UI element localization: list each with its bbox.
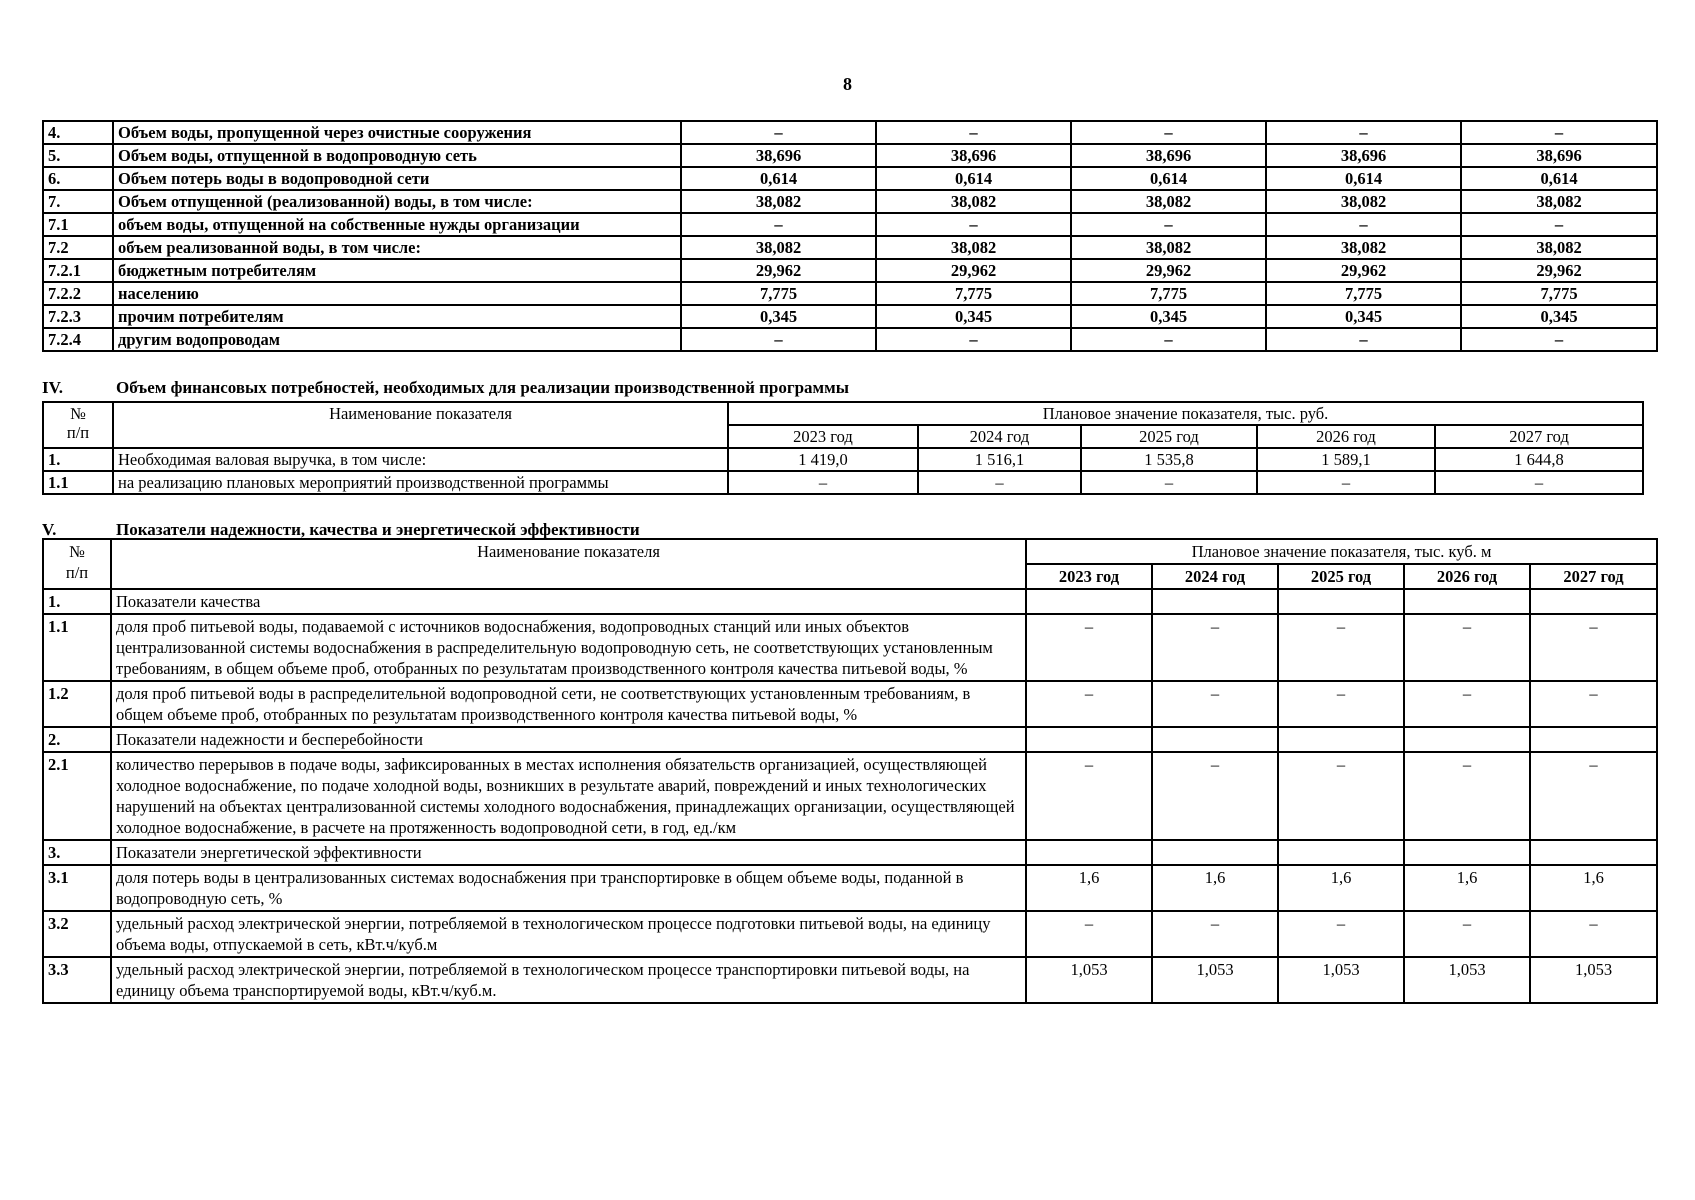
value-cell: – xyxy=(876,328,1071,351)
year-header: 2024 год xyxy=(1152,564,1278,589)
section-iv-title: Объем финансовых потребностей, необходимых для реализации производственной программы xyxy=(116,378,849,397)
year-header: 2025 год xyxy=(1278,564,1404,589)
row-number: 3. xyxy=(43,840,111,865)
table-row xyxy=(43,727,1657,752)
value-cell xyxy=(1404,727,1530,752)
table-row xyxy=(43,589,1657,614)
indicator-name: Показатели надежности и бесперебойности xyxy=(111,727,1026,752)
value-cell: – xyxy=(1530,752,1657,840)
value-cell: 29,962 xyxy=(681,259,876,282)
value-cell: – xyxy=(1257,471,1435,494)
value-cell xyxy=(1152,589,1278,614)
value-cell: – xyxy=(1461,121,1657,144)
value-cell xyxy=(1278,589,1404,614)
row-number: 2.1 xyxy=(43,752,111,840)
indicator-name: другим водопроводам xyxy=(113,328,681,351)
table-row xyxy=(43,911,1657,957)
row-number: 6. xyxy=(43,167,113,190)
section-v-number: V. xyxy=(42,520,57,539)
value-cell: 38,082 xyxy=(876,190,1071,213)
value-cell: – xyxy=(1266,328,1461,351)
indicator-name: доля проб питьевой воды, подаваемой с источников водоснабжения, водопроводных станций или иных объектов централизованной системы водоснабжения в распределительную водопроводную сеть, не соответствующих установленным требованиям, в общем объеме проб, отобранных по результатам производственного контроля качества питьевой воды, % xyxy=(111,614,1026,681)
table-row xyxy=(43,282,1657,305)
indicator-name: доля проб питьевой воды в распределительной водопроводной сети, не соответствующих установленным требованиям, в общем объеме проб, отобранных по результатам производственного контроля качества питьевой воды, % xyxy=(111,681,1026,727)
value-cell: – xyxy=(1530,614,1657,681)
table-row xyxy=(43,865,1657,911)
value-cell: 38,696 xyxy=(681,144,876,167)
row-number: 3.3 xyxy=(43,957,111,1003)
value-cell: – xyxy=(1530,681,1657,727)
value-cell: 1,6 xyxy=(1152,865,1278,911)
value-cell: 38,696 xyxy=(1461,144,1657,167)
value-cell: 1,053 xyxy=(1530,957,1657,1003)
row-number: 7.2 xyxy=(43,236,113,259)
value-cell xyxy=(1530,727,1657,752)
table-row xyxy=(43,957,1657,1003)
value-cell: 1,053 xyxy=(1278,957,1404,1003)
table-row xyxy=(43,259,1657,282)
row-number: 5. xyxy=(43,144,113,167)
value-cell: – xyxy=(1026,681,1152,727)
value-cell xyxy=(1530,589,1657,614)
value-cell: 1,6 xyxy=(1404,865,1530,911)
indicator-name: Необходимая валовая выручка, в том числе: xyxy=(113,448,728,471)
indicator-name: Объем отпущенной (реализованной) воды, в том числе: xyxy=(113,190,681,213)
value-cell: 0,614 xyxy=(1461,167,1657,190)
table-row xyxy=(43,305,1657,328)
value-cell: – xyxy=(1266,213,1461,236)
indicator-name: удельный расход электрической энергии, потребляемой в технологическом процессе подготовки питьевой воды, на единицу объема воды, отпускаемой в сеть, кВт.ч/куб.м xyxy=(111,911,1026,957)
section-iv-number: IV. xyxy=(42,378,63,397)
year-header: 2027 год xyxy=(1435,425,1643,448)
value-cell: – xyxy=(1404,614,1530,681)
value-cell: 0,345 xyxy=(876,305,1071,328)
value-cell: – xyxy=(1266,121,1461,144)
value-cell: – xyxy=(1152,752,1278,840)
value-cell: 38,082 xyxy=(1071,190,1266,213)
value-cell xyxy=(1152,727,1278,752)
indicator-name: доля потерь воды в централизованных системах водоснабжения при транспортировке в общем объеме воды, поданной в водопроводную сеть, % xyxy=(111,865,1026,911)
value-cell: – xyxy=(1026,911,1152,957)
indicator-name: бюджетным потребителям xyxy=(113,259,681,282)
indicator-name: Показатели качества xyxy=(111,589,1026,614)
value-cell: – xyxy=(1404,681,1530,727)
row-number: 3.2 xyxy=(43,911,111,957)
value-cell: – xyxy=(1461,213,1657,236)
row-number: 3.1 xyxy=(43,865,111,911)
table-row xyxy=(43,471,1643,494)
col-plan-header: Плановое значение показателя, тыс. руб. xyxy=(728,402,1643,425)
table-row xyxy=(43,840,1657,865)
year-header: 2023 год xyxy=(728,425,918,448)
year-header: 2023 год xyxy=(1026,564,1152,589)
table-row xyxy=(43,213,1657,236)
value-cell: – xyxy=(1026,752,1152,840)
indicator-name: населению xyxy=(113,282,681,305)
year-header: 2026 год xyxy=(1404,564,1530,589)
value-cell: 7,775 xyxy=(876,282,1071,305)
indicator-name: прочим потребителям xyxy=(113,305,681,328)
value-cell: 29,962 xyxy=(876,259,1071,282)
value-cell: 29,962 xyxy=(1461,259,1657,282)
row-number: 7.2.4 xyxy=(43,328,113,351)
row-number: 7.2.2 xyxy=(43,282,113,305)
row-number: 7.2.1 xyxy=(43,259,113,282)
value-cell: – xyxy=(876,121,1071,144)
quality-indicators-table xyxy=(42,538,1658,1004)
value-cell: – xyxy=(1081,471,1257,494)
value-cell: 38,696 xyxy=(876,144,1071,167)
value-cell: 38,082 xyxy=(681,190,876,213)
table-row xyxy=(43,167,1657,190)
value-cell xyxy=(1404,840,1530,865)
value-cell: – xyxy=(1278,614,1404,681)
table-row xyxy=(43,614,1657,681)
value-cell xyxy=(1530,840,1657,865)
value-cell xyxy=(1278,840,1404,865)
value-cell: – xyxy=(1071,121,1266,144)
indicator-name: объем воды, отпущенной на собственные нужды организации xyxy=(113,213,681,236)
table-row xyxy=(43,121,1657,144)
col-number-header: № п/п xyxy=(43,402,113,448)
value-cell: 0,614 xyxy=(681,167,876,190)
year-header: 2026 год xyxy=(1257,425,1435,448)
value-cell: 1 535,8 xyxy=(1081,448,1257,471)
value-cell: 7,775 xyxy=(1266,282,1461,305)
value-cell: 1 644,8 xyxy=(1435,448,1643,471)
value-cell: 38,082 xyxy=(681,236,876,259)
value-cell: 1,053 xyxy=(1404,957,1530,1003)
row-number: 4. xyxy=(43,121,113,144)
value-cell: 0,614 xyxy=(1071,167,1266,190)
value-cell: 0,345 xyxy=(1071,305,1266,328)
value-cell: – xyxy=(1404,911,1530,957)
value-cell: – xyxy=(1071,328,1266,351)
table-row xyxy=(43,144,1657,167)
section-iv-heading xyxy=(42,378,849,398)
value-cell: – xyxy=(1071,213,1266,236)
value-cell: 38,082 xyxy=(1461,236,1657,259)
table-row xyxy=(43,681,1657,727)
value-cell xyxy=(1026,727,1152,752)
value-cell: 1,6 xyxy=(1026,865,1152,911)
value-cell: 29,962 xyxy=(1071,259,1266,282)
value-cell: 7,775 xyxy=(1071,282,1266,305)
table-row xyxy=(43,190,1657,213)
row-number: 7. xyxy=(43,190,113,213)
row-number: 7.2.3 xyxy=(43,305,113,328)
value-cell: – xyxy=(1404,752,1530,840)
value-cell: – xyxy=(681,213,876,236)
year-header: 2025 год xyxy=(1081,425,1257,448)
value-cell: – xyxy=(681,328,876,351)
value-cell: – xyxy=(1152,614,1278,681)
value-cell: 38,082 xyxy=(876,236,1071,259)
value-cell: – xyxy=(1152,911,1278,957)
table-row xyxy=(43,236,1657,259)
row-number: 1.1 xyxy=(43,614,111,681)
row-number: 7.1 xyxy=(43,213,113,236)
value-cell: 1 516,1 xyxy=(918,448,1081,471)
col-name-header: Наименование показателя xyxy=(113,402,728,448)
row-number: 2. xyxy=(43,727,111,752)
value-cell: – xyxy=(728,471,918,494)
indicator-name: объем реализованной воды, в том числе: xyxy=(113,236,681,259)
value-cell: 29,962 xyxy=(1266,259,1461,282)
value-cell: 38,082 xyxy=(1266,236,1461,259)
value-cell: 1,053 xyxy=(1026,957,1152,1003)
value-cell: 0,345 xyxy=(1461,305,1657,328)
value-cell: 1 419,0 xyxy=(728,448,918,471)
value-cell: 0,345 xyxy=(1266,305,1461,328)
row-number: 1.2 xyxy=(43,681,111,727)
value-cell: 38,082 xyxy=(1266,190,1461,213)
year-header: 2027 год xyxy=(1530,564,1657,589)
indicator-name: количество перерывов в подаче воды, зафиксированных в местах исполнения обязательств организацией, осуществляющей холодное водоснабжение, по подаче холодной воды, возникших в результате аварий, повреждений и иных технологических нарушений на объектах централизованной системы холодного водоснабжения, принадлежащих организации, осуществляющей холодное водоснабжение, в расчете на протяженность водопроводной сети, в год, ед./км xyxy=(111,752,1026,840)
value-cell: – xyxy=(1278,911,1404,957)
indicator-name: Объем потерь воды в водопроводной сети xyxy=(113,167,681,190)
indicator-name: Объем воды, пропущенной через очистные сооружения xyxy=(113,121,681,144)
row-number: 1. xyxy=(43,589,111,614)
value-cell xyxy=(1026,840,1152,865)
value-cell: – xyxy=(681,121,876,144)
value-cell: 7,775 xyxy=(681,282,876,305)
value-cell: – xyxy=(1278,681,1404,727)
value-cell: 1,6 xyxy=(1278,865,1404,911)
section-v-title: Показатели надежности, качества и энергетической эффективности xyxy=(116,520,640,539)
indicator-name: на реализацию плановых мероприятий производственной программы xyxy=(113,471,728,494)
col-number-header: № п/п xyxy=(43,539,111,589)
value-cell: 1,6 xyxy=(1530,865,1657,911)
indicator-name: удельный расход электрической энергии, потребляемой в технологическом процессе транспортировки питьевой воды, на единицу объема транспортируемой воды, кВт.ч/куб.м. xyxy=(111,957,1026,1003)
value-cell: – xyxy=(1530,911,1657,957)
value-cell: 0,614 xyxy=(1266,167,1461,190)
indicator-name: Объем воды, отпущенной в водопроводную сеть xyxy=(113,144,681,167)
financial-needs-table xyxy=(42,401,1644,495)
value-cell: – xyxy=(876,213,1071,236)
value-cell: – xyxy=(1278,752,1404,840)
value-cell: 38,696 xyxy=(1266,144,1461,167)
value-cell: – xyxy=(1026,614,1152,681)
water-volume-table xyxy=(42,120,1658,352)
row-number: 1. xyxy=(43,448,113,471)
value-cell xyxy=(1026,589,1152,614)
table-row xyxy=(43,752,1657,840)
value-cell: 38,696 xyxy=(1071,144,1266,167)
value-cell: 0,614 xyxy=(876,167,1071,190)
section-v-heading xyxy=(42,520,640,540)
col-plan-header: Плановое значение показателя, тыс. куб. м xyxy=(1026,539,1657,564)
value-cell: 0,345 xyxy=(681,305,876,328)
value-cell: 38,082 xyxy=(1071,236,1266,259)
table-row xyxy=(43,328,1657,351)
value-cell: – xyxy=(918,471,1081,494)
value-cell: 1,053 xyxy=(1152,957,1278,1003)
value-cell xyxy=(1404,589,1530,614)
value-cell xyxy=(1278,727,1404,752)
indicator-name: Показатели энергетической эффективности xyxy=(111,840,1026,865)
value-cell: 1 589,1 xyxy=(1257,448,1435,471)
value-cell xyxy=(1152,840,1278,865)
value-cell: – xyxy=(1152,681,1278,727)
value-cell: – xyxy=(1435,471,1643,494)
table-row xyxy=(43,448,1643,471)
year-header: 2024 год xyxy=(918,425,1081,448)
value-cell: 38,082 xyxy=(1461,190,1657,213)
value-cell: – xyxy=(1461,328,1657,351)
col-name-header: Наименование показателя xyxy=(111,539,1026,589)
page-number: 8 xyxy=(843,74,852,94)
row-number: 1.1 xyxy=(43,471,113,494)
value-cell: 7,775 xyxy=(1461,282,1657,305)
